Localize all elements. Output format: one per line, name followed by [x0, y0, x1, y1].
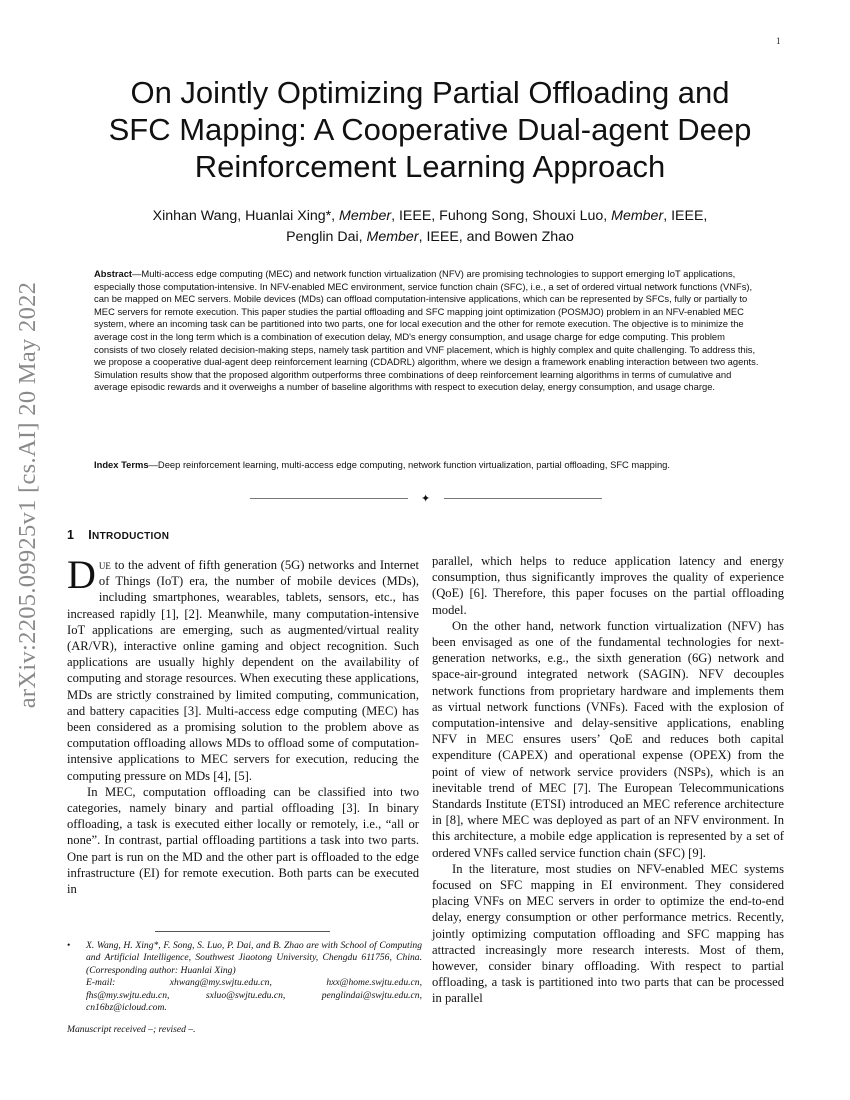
right-column	[432, 553, 784, 1007]
page-number: 1	[776, 36, 781, 46]
section-heading-introduction	[67, 528, 169, 542]
section-number: 1	[67, 528, 75, 542]
separator-line-left	[250, 498, 408, 499]
email-address[interactable]: hxx@home.swjtu.edu.cn,	[326, 977, 422, 989]
authors-text: , IEEE, Fuhong Song, Shouxi Luo,	[391, 208, 612, 224]
dropcap-letter: D	[67, 552, 96, 597]
left-column	[67, 552, 419, 897]
bullet-icon: •	[67, 940, 71, 951]
index-terms-label: Index Terms	[94, 459, 149, 470]
section-title-initial: I	[88, 528, 93, 542]
email-address[interactable]: penglindai@swjtu.edu.cn,	[321, 989, 422, 1001]
authors-text: , IEEE, and Bowen Zhao	[418, 229, 574, 245]
email-line-3[interactable]: cn16bz@icloud.com.	[86, 1002, 167, 1014]
abstract-text: —Multi-access edge computing (MEC) and network function virtualization (NFV) are promising technologies to support emerging IoT applications, especially those computation-intensive. In NFV-enabled MEC environment, service function chain (SFC), i.e., a set of ordered virtual network functions (VNFs), can be mapped on MEC servers. Mobile devices (MDs) can offload computation-intensive applications, which can be represented by SFCs, fully or partially to MEC servers for remote execution. This paper studies the partial offloading and SFC mapping joint optimization (POSMJO) problem in an NFV-enabled MEC system, where an incoming task can be partitioned into two parts, one for local execution and the other for remote execution. The objective is to minimize the average cost in the long term which is a combination of execution delay, MD's energy consumption, and usage charge for edge computing. This problem consists of two closely related decision-making steps, namely task partition and VNF placement, which is highly complex and quite challenging. To address this, we propose a cooperative dual-agent deep reinforcement learning (CDADRL) algorithm, where we design a framework enabling interaction between two agents. Simulation results show that the proposed algorithm outperforms three combinations of deep reinforcement learning algorithms in terms of cumulative and average episodic rewards and it overweighs a number of baseline algorithms with respect to execution delay, energy consumption, and usage charge.	[94, 268, 759, 393]
title-line-1: On Jointly Optimizing Partial Offloading and	[130, 75, 730, 110]
footnote-rule	[155, 931, 330, 932]
index-terms	[94, 459, 760, 472]
paper-title	[60, 74, 800, 185]
authors-text: Penglin Dai,	[286, 229, 367, 245]
email-address[interactable]: fhs@my.swjtu.edu.cn,	[86, 989, 170, 1001]
section-title-rest: NTRODUCTION	[92, 531, 170, 542]
affiliation-footnote	[67, 940, 422, 1014]
arxiv-identifier: arXiv:2205.09925v1 [cs.AI] 20 May 2022	[14, 281, 41, 709]
separator-line-right	[444, 498, 602, 499]
member-title: Member	[611, 208, 664, 224]
intro-paragraph-4: On the other hand, network function virtualization (NFV) has been envisaged as one of the fundamental technologies for next-generation networks, e.g., the sixth generation (6G) network and space-air-ground integrated network (SAGIN). NFV decouples network functions from proprietary hardware and implements them as virtual network functions (VNFs). Faced with the explosion of computation-intensive and delay-sensitive applications, enabling NFV in MEC ensures users’ QoE and reduces both capital expenditure (CAPEX) and operational expense (OPEX) from the point of view of network service providers (NSPs), which is an inevitable trend of MEC [7]. The European Telecommunications Standards Institute (ETSI) introduced an MEC reference architecture in [8], where MEC was deployed as part of an NFV environment. In this architecture, a mobile edge application is represented by a set of ordered VNFs called service function chain (SFC) [9].	[432, 618, 784, 860]
manuscript-note: Manuscript received –; revised –.	[67, 1024, 196, 1035]
abstract-label: Abstract	[94, 268, 133, 279]
title-line-3: Reinforcement Learning Approach	[194, 149, 666, 184]
intro-paragraph-1	[67, 552, 419, 784]
email-line-2	[86, 990, 422, 1002]
diamond-icon: ✦	[421, 493, 431, 505]
section-separator	[250, 494, 602, 504]
email-label: E-mail:	[86, 977, 116, 989]
intro-paragraph-3: parallel, which helps to reduce application latency and energy consumption, thus significantly improves the quality of experience (QoE) [6]. Therefore, this paper focuses on the partial offloading model.	[432, 554, 784, 617]
email-address[interactable]: sxluo@swjtu.edu.cn,	[205, 989, 286, 1001]
member-title: Member	[339, 208, 392, 224]
paragraph-text: to the advent of fifth generation (5G) networks and Internet of Things (IoT) era, the number of mobile devices (MDs), including smartphones, wearables, tablets, sensors, etc., has increased rapidly [1], [2]. Meanwhile, many computation-intensive IoT applications are emerging, such as augmented/virtual reality (AR/VR), interactive online gaming and object recognition. Such applications are usually highly dependent on the availability of computing and storage resources. When executing these applications, MDs are strictly constrained by limited computing, communication, and battery capacities [3]. Multi-access edge computing (MEC) has been considered as a promising solution to the problem above as computation offloading allows MDs to offload some of computation-intensive applications to MEC servers for execution, reducing the computing pressure on MDs [4], [5].	[67, 558, 419, 783]
arxiv-stamp	[8, 281, 48, 709]
author-list	[60, 206, 800, 248]
dropcap-continuation: ue	[98, 558, 111, 572]
email-line-1	[86, 977, 422, 989]
member-title: Member	[366, 229, 419, 245]
title-line-2: SFC Mapping: A Cooperative Dual-agent Deep	[108, 112, 752, 147]
intro-paragraph-2: In MEC, computation offloading can be classified into two categories, namely binary and partial offloading [3]. In binary offloading, a task is executed either locally or remotely, i.e., “all or none”. In contrast, partial offloading partitions a task into two parts. One part is run on the MD and the other part is offloaded to the edge infrastructure (EI) for remote execution. Both parts can be executed in	[67, 784, 419, 897]
email-address[interactable]: xhwang@my.swjtu.edu.cn,	[169, 977, 272, 989]
affiliation-text: X. Wang, H. Xing*, F. Song, S. Luo, P. Dai, and B. Zhao are with School of Computing and Artificial Intelligence, Southwest Jiaotong University, Chengdu 611756, China. (Corresponding author: Huanlai Xing)	[86, 940, 422, 976]
authors-text: , IEEE,	[663, 208, 708, 224]
authors-text: Xinhan Wang, Huanlai Xing*,	[152, 208, 340, 224]
intro-paragraph-5: In the literature, most studies on NFV-enabled MEC systems focused on SFC mapping in EI environment. They considered placing VNFs on MEC servers in order to optimize the end-to-end delay, energy consumption or other performance metrics. Recently, jointly optimizing computation offloading and SFC mapping has attracted increasingly more research interests. Most of them, however, consider binary offloading. With respect to partial offloading, a task is partitioned into two parts that can be processed in parallel	[432, 861, 784, 1006]
abstract	[94, 268, 760, 394]
index-terms-text: —Deep reinforcement learning, multi-access edge computing, network function virtualization, partial offloading, SFC mapping.	[148, 459, 670, 470]
